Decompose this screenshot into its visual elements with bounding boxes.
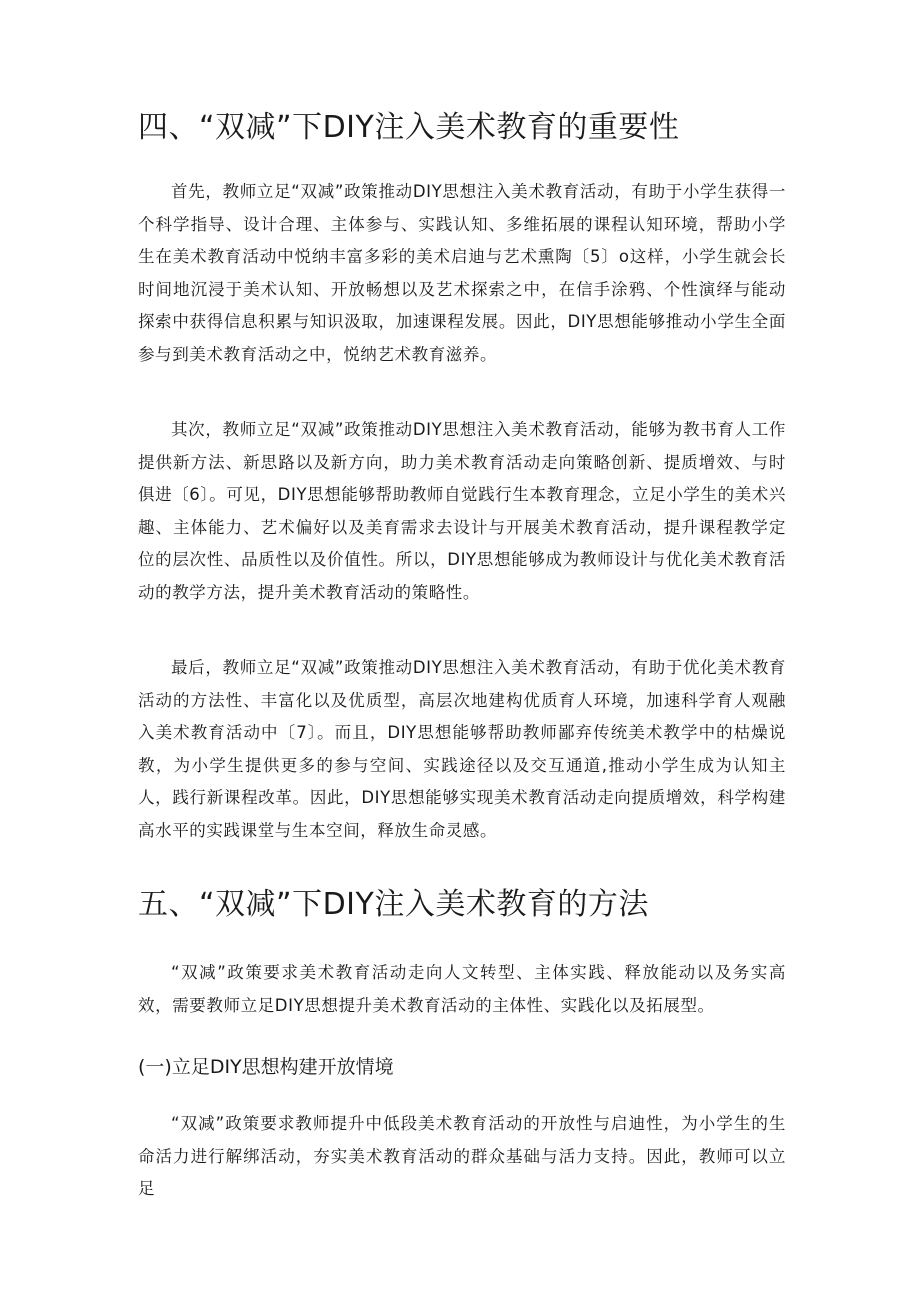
section-heading-methods: 五、“双减”下DIY注入美术教育的方法 — [138, 887, 649, 922]
section-heading-importance: 四、“双减”下DIY注入美术教育的重要性 — [138, 110, 680, 145]
subsection-heading-open-context: (一)立足DIY思想构建开放情境 — [138, 1056, 394, 1078]
paragraph-second: 其次，教师立足“双减”政策推动DIY思想注入美术教育活动，能够为教书育人工作提供新方法、新思路以及新方向，助力美术教育活动走向策略创新、提质增效、与时俱进〔6〕。可见，DIY思想能够帮助教师自觉践行生本教育理念，立足小学生的美术兴趣、主体能力、艺术偏好以及美育需求去设计与开展美术教育活动，提升课程教学定位的层次性、品质性以及价值性。所以，DIY思想能够成为教师设计与优化美术教育活动的教学方法，提升美术教育活动的策略性。 — [138, 420, 786, 602]
paragraph-open-context: “双减”政策要求教师提升中低段美术教育活动的开放性与启迪性，为小学生的生命活力进行解绑活动，夯实美术教育活动的群众基础与活力支持。因此，教师可以立足 — [138, 1114, 786, 1198]
paragraph-finally: 最后，教师立足“双减”政策推动DIY思想注入美术教育活动，有助于优化美术教育活动的方法性、丰富化以及优质型，高层次地建构优质育人环境，加速科学育人观融入美术教育活动中〔7〕。而且，DIY思想能够帮助教师鄙弃传统美术教学中的枯燥说教，为小学生提供更多的参与空间、实践途径以及交互通道,推动小学生成为认知主人，践行新课程改革。因此，DIY思想能够实现美术教育活动走向提质增效，科学构建高水平的实践课堂与生本空间，释放生命灵感。 — [138, 658, 786, 840]
paragraph-first: 首先，教师立足“双减”政策推动DIY思想注入美术教育活动，有助于小学生获得一个科学指导、设计合理、主体参与、实践认知、多维拓展的课程认知环境，帮助小学生在美术教育活动中悦纳丰富多彩的美术启迪与艺术熏陶〔5〕o这样，小学生就会长时间地沉浸于美术认知、开放畅想以及艺术探索之中，在信手涂鸦、个性演绎与能动探索中获得信息积累与知识汲取，加速课程发展。因此，DIY思想能够推动小学生全面参与到美术教育活动之中，悦纳艺术教育滋养。 — [138, 182, 786, 364]
paragraph-methods-intro: “双减”政策要求美术教育活动走向人文转型、主体实践、释放能动以及务实高效，需要教师立足DIY思想提升美术教育活动的主体性、实践化以及拓展型。 — [138, 963, 786, 1015]
